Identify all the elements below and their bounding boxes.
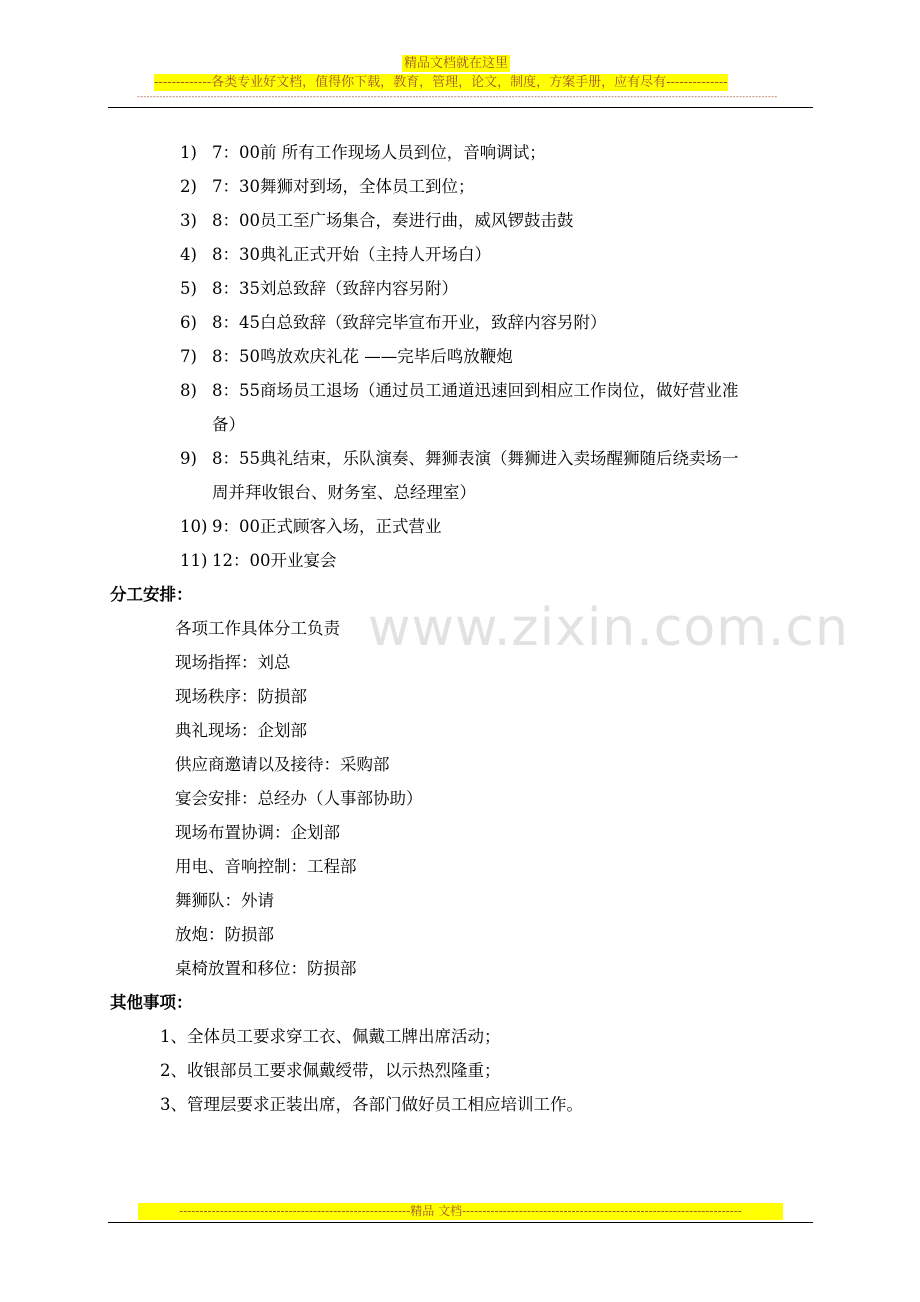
list-item-number: 1) (180, 143, 197, 162)
list-item-number: 8) (180, 381, 197, 400)
list-item: 桌椅放置和移位：防损部 (175, 959, 357, 978)
list-item: 供应商邀请以及接待：采购部 (175, 755, 390, 774)
list-item-text: 8：55典礼结束，乐队演奏、舞狮表演（舞狮进入卖场醒狮随后绕卖场一 (212, 449, 739, 468)
header-dashes: -------------------------------------------------------------------------------------------------------------------------------------------------------------------------------------------------------- (137, 92, 778, 101)
section-heading-other: 其他事项： (110, 993, 193, 1012)
list-item: 宴会安排：总经办（人事部协助） (175, 789, 423, 808)
list-item: 现场指挥：刘总 (175, 653, 291, 672)
watermark: www.zixin.com.cn (368, 598, 849, 658)
footer-label: ---------------------------------------------------------精品 文档--------------------------------------------------------------------- (138, 1203, 783, 1220)
list-item: 舞狮队：外请 (175, 891, 274, 910)
list-item-number: 11) (180, 551, 208, 570)
list-item: 放炮：防损部 (175, 925, 274, 944)
list-item-number: 3) (180, 211, 197, 230)
list-item: 典礼现场：企划部 (175, 721, 307, 740)
section-heading-division: 分工安排： (110, 585, 193, 604)
list-item-continuation: 备） (212, 415, 245, 434)
list-item-number: 2) (180, 177, 197, 196)
list-item-text: 9：00正式顾客入场，正式营业 (212, 517, 442, 536)
list-item-text: 12：00开业宴会 (212, 551, 337, 570)
list-item-text: 8：30典礼正式开始（主持人开场白） (212, 245, 491, 264)
header-title: 精品文档就在这里 (404, 56, 509, 71)
list-item-text: 8：00员工至广场集合，奏进行曲，威风锣鼓击鼓 (212, 211, 574, 230)
header-tagline: -------------各类专业好文档，值得你下载，教育，管理，论文，制度，方案手册，应有尽有-------------- (154, 75, 728, 90)
list-item: 1、全体员工要求穿工衣、佩戴工牌出席活动； (160, 1027, 501, 1046)
list-item: 2、收银部员工要求佩戴绶带，以示热烈隆重； (160, 1061, 501, 1080)
header-rule (108, 107, 813, 108)
list-item-text: 7：00前 所有工作现场人员到位，音响调试； (212, 143, 546, 162)
list-item-text: 8：45白总致辞（致辞完毕宣布开业，致辞内容另附） (212, 313, 607, 332)
list-item-text: 7：30舞狮对到场，全体员工到位； (212, 177, 475, 196)
list-item-number: 10) (180, 517, 208, 536)
list-item-text: 8：55商场员工退场（通过员工通道迅速回到相应工作岗位，做好营业准 (212, 381, 739, 400)
list-item: 现场布置协调：企划部 (175, 823, 340, 842)
list-item-number: 5) (180, 279, 197, 298)
list-item: 3、管理层要求正装出席，各部门做好员工相应培训工作。 (160, 1095, 583, 1114)
list-item-text: 8：35刘总致辞（致辞内容另附） (212, 279, 458, 298)
list-item-continuation: 周并拜收银台、财务室、总经理室） (212, 483, 476, 502)
list-item: 各项工作具体分工负责 (175, 619, 340, 638)
list-item-number: 6) (180, 313, 197, 332)
list-item: 用电、音响控制：工程部 (175, 857, 357, 876)
list-item: 现场秩序：防损部 (175, 687, 307, 706)
list-item-number: 4) (180, 245, 197, 264)
footer-rule (108, 1222, 813, 1223)
list-item-number: 9) (180, 449, 197, 468)
list-item-text: 8：50鸣放欢庆礼花 ——完毕后鸣放鞭炮 (212, 347, 513, 366)
list-item-number: 7) (180, 347, 197, 366)
